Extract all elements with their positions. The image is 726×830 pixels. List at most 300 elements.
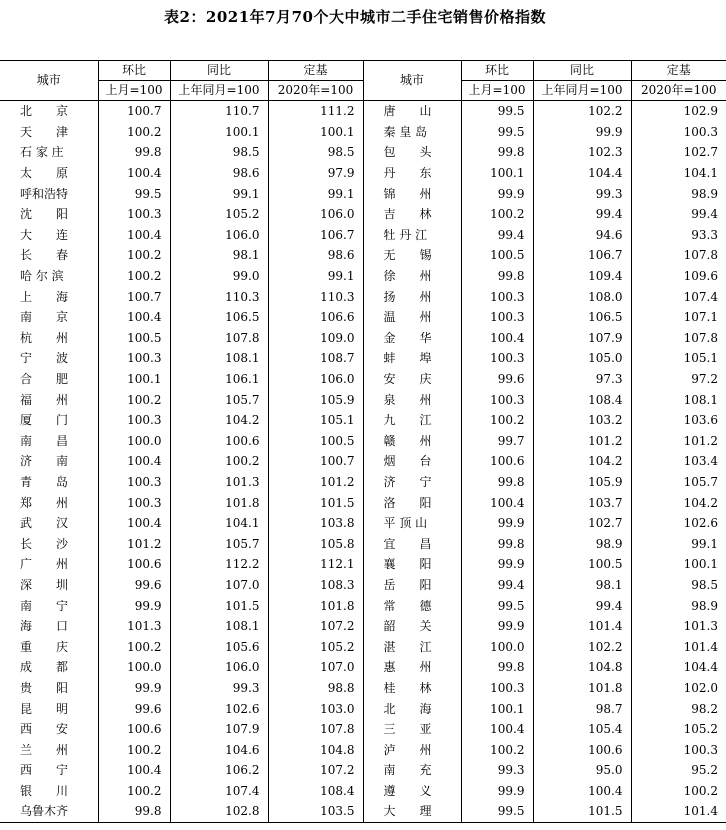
mom-value: 99.5 <box>461 122 533 143</box>
city-name: 吉 林 <box>363 204 461 225</box>
mom-value: 99.6 <box>98 698 170 719</box>
fixed-value: 108.3 <box>268 575 363 596</box>
fixed-value: 107.1 <box>631 307 726 328</box>
fixed-value: 107.8 <box>268 719 363 740</box>
city-name: 昆 明 <box>20 701 69 716</box>
fixed-value: 100.3 <box>631 122 726 143</box>
yoy-value: 104.6 <box>170 739 268 760</box>
yoy-value: 102.7 <box>533 513 631 534</box>
mom-value: 101.2 <box>98 533 170 554</box>
yoy-value: 98.9 <box>533 533 631 554</box>
mom-value: 100.4 <box>98 307 170 328</box>
yoy-value: 99.4 <box>533 204 631 225</box>
yoy-value: 103.2 <box>533 410 631 431</box>
city-name: 秦 皇 岛 <box>363 122 461 143</box>
city-name: 惠 州 <box>363 657 461 678</box>
fixed-value: 93.3 <box>631 225 726 246</box>
yoy-value: 108.0 <box>533 286 631 307</box>
yoy-value: 99.1 <box>170 183 268 204</box>
mom-value: 100.2 <box>98 781 170 802</box>
mom-value: 99.8 <box>461 142 533 163</box>
city-name: 长 沙 <box>20 536 69 551</box>
mom-value: 99.7 <box>461 431 533 452</box>
fixed-value: 106.0 <box>268 204 363 225</box>
table-row <box>0 781 726 802</box>
yoy-value: 99.3 <box>533 183 631 204</box>
city-name: 福 州 <box>20 392 69 407</box>
table-row <box>0 245 726 266</box>
city-name: 襄 阳 <box>363 554 461 575</box>
city-name: 赣 州 <box>363 431 461 452</box>
city-name: 湛 江 <box>363 636 461 657</box>
mom-value: 99.8 <box>98 801 170 822</box>
city-name: 金 华 <box>363 328 461 349</box>
yoy-value: 104.2 <box>533 451 631 472</box>
fixed-value: 100.1 <box>631 554 726 575</box>
fixed-value: 99.4 <box>631 204 726 225</box>
mom-value: 100.4 <box>98 451 170 472</box>
table-row <box>0 719 726 740</box>
fixed-value: 105.1 <box>268 410 363 431</box>
fixed-value: 104.2 <box>631 492 726 513</box>
table-row <box>0 307 726 328</box>
fixed-value: 105.9 <box>268 389 363 410</box>
mom-value: 100.2 <box>98 245 170 266</box>
mom-value: 99.5 <box>461 801 533 822</box>
yoy-value: 105.4 <box>533 719 631 740</box>
table-row <box>0 266 726 287</box>
city-name: 厦 门 <box>20 413 69 428</box>
city-name: 杭 州 <box>20 330 69 345</box>
city-name: 济 南 <box>20 454 69 469</box>
table-row <box>0 389 726 410</box>
header-fixed-right: 定基 <box>631 61 726 81</box>
fixed-value: 103.8 <box>268 513 363 534</box>
mom-value: 100.3 <box>98 492 170 513</box>
fixed-value: 98.6 <box>268 245 363 266</box>
city-name: 银 川 <box>20 783 69 798</box>
city-name: 扬 州 <box>363 286 461 307</box>
mom-value: 100.2 <box>98 636 170 657</box>
city-name: 泉 州 <box>363 389 461 410</box>
yoy-value: 104.1 <box>170 513 268 534</box>
mom-value: 100.6 <box>98 719 170 740</box>
city-name: 唐 山 <box>363 101 461 122</box>
fixed-value: 105.7 <box>631 472 726 493</box>
yoy-value: 106.0 <box>170 657 268 678</box>
fixed-value: 109.6 <box>631 266 726 287</box>
yoy-value: 101.8 <box>533 678 631 699</box>
city-name: 蚌 埠 <box>363 348 461 369</box>
city-name: 贵 阳 <box>20 680 69 695</box>
table-row <box>0 142 726 163</box>
fixed-value: 100.2 <box>631 781 726 802</box>
header-yoy-base-left: 上年同月=100 <box>170 81 268 101</box>
header-fixed-base-left: 2020年=100 <box>268 81 363 101</box>
fixed-value: 101.2 <box>268 472 363 493</box>
mom-value: 100.2 <box>461 410 533 431</box>
mom-value: 99.8 <box>461 472 533 493</box>
city-name: 岳 阳 <box>363 575 461 596</box>
yoy-value: 104.4 <box>533 163 631 184</box>
fixed-value: 103.6 <box>631 410 726 431</box>
mom-value: 100.3 <box>461 286 533 307</box>
fixed-value: 107.4 <box>631 286 726 307</box>
mom-value: 99.8 <box>461 266 533 287</box>
city-name: 海 口 <box>20 619 69 634</box>
city-name: 青 岛 <box>20 474 69 489</box>
yoy-value: 107.8 <box>170 328 268 349</box>
table-row <box>0 760 726 781</box>
city-name: 太 原 <box>20 166 69 181</box>
fixed-value: 105.1 <box>631 348 726 369</box>
table-row <box>0 122 726 143</box>
city-name: 安 庆 <box>363 369 461 390</box>
fixed-value: 99.1 <box>631 533 726 554</box>
mom-value: 100.6 <box>98 554 170 575</box>
fixed-value: 104.8 <box>268 739 363 760</box>
fixed-value: 103.5 <box>268 801 363 822</box>
fixed-value: 103.0 <box>268 698 363 719</box>
fixed-value: 100.1 <box>268 122 363 143</box>
mom-value: 100.4 <box>461 328 533 349</box>
table-row <box>0 698 726 719</box>
mom-value: 99.9 <box>461 554 533 575</box>
header-city-left: 城市 <box>0 61 98 101</box>
fixed-value: 105.8 <box>268 533 363 554</box>
yoy-value: 100.4 <box>533 781 631 802</box>
yoy-value: 100.2 <box>170 451 268 472</box>
table-row <box>0 225 726 246</box>
yoy-value: 104.2 <box>170 410 268 431</box>
fixed-value: 98.9 <box>631 183 726 204</box>
city-name: 西 宁 <box>20 763 69 778</box>
table-row <box>0 513 726 534</box>
mom-value: 100.3 <box>461 389 533 410</box>
city-name: 深 圳 <box>20 577 69 592</box>
yoy-value: 105.2 <box>170 204 268 225</box>
fixed-value: 98.5 <box>268 142 363 163</box>
yoy-value: 100.5 <box>533 554 631 575</box>
city-name: 温 州 <box>363 307 461 328</box>
mom-value: 100.3 <box>98 348 170 369</box>
mom-value: 99.5 <box>98 183 170 204</box>
fixed-value: 107.2 <box>268 760 363 781</box>
mom-value: 100.5 <box>461 245 533 266</box>
yoy-value: 94.6 <box>533 225 631 246</box>
yoy-value: 98.1 <box>170 245 268 266</box>
city-name: 泸 州 <box>363 739 461 760</box>
mom-value: 99.6 <box>461 369 533 390</box>
table-row <box>0 801 726 822</box>
city-name: 呼和浩特 <box>20 186 69 201</box>
yoy-value: 101.8 <box>170 492 268 513</box>
city-name: 锦 州 <box>363 183 461 204</box>
mom-value: 100.3 <box>461 348 533 369</box>
mom-value: 100.3 <box>461 307 533 328</box>
fixed-value: 106.6 <box>268 307 363 328</box>
city-name: 大 理 <box>363 801 461 822</box>
mom-value: 100.3 <box>98 204 170 225</box>
city-name: 北 海 <box>363 698 461 719</box>
city-name: 北 京 <box>20 104 69 119</box>
header-fixed-left: 定基 <box>268 61 363 81</box>
fixed-value: 102.6 <box>631 513 726 534</box>
header-mom-left: 环比 <box>98 61 170 81</box>
city-name: 郑 州 <box>20 495 69 510</box>
table-row <box>0 595 726 616</box>
city-name: 兰 州 <box>20 742 69 757</box>
header-mom-right: 环比 <box>461 61 533 81</box>
mom-value: 99.9 <box>98 595 170 616</box>
yoy-value: 108.1 <box>170 616 268 637</box>
yoy-value: 98.1 <box>533 575 631 596</box>
mom-value: 99.9 <box>461 183 533 204</box>
table-row <box>0 554 726 575</box>
mom-value: 100.4 <box>98 760 170 781</box>
mom-value: 99.9 <box>461 781 533 802</box>
mom-value: 100.7 <box>98 101 170 122</box>
mom-value: 100.4 <box>98 513 170 534</box>
yoy-value: 101.5 <box>533 801 631 822</box>
fixed-value: 105.2 <box>268 636 363 657</box>
city-name: 九 江 <box>363 410 461 431</box>
city-name: 成 都 <box>20 660 69 675</box>
city-name: 合 肥 <box>20 372 69 387</box>
yoy-value: 101.4 <box>533 616 631 637</box>
fixed-value: 99.1 <box>268 266 363 287</box>
table-row <box>0 431 726 452</box>
fixed-value: 100.5 <box>268 431 363 452</box>
yoy-value: 106.2 <box>170 760 268 781</box>
header-city-right: 城市 <box>363 61 461 101</box>
fixed-value: 106.0 <box>268 369 363 390</box>
fixed-value: 99.1 <box>268 183 363 204</box>
fixed-value: 106.7 <box>268 225 363 246</box>
fixed-value: 100.3 <box>631 739 726 760</box>
yoy-value: 109.4 <box>533 266 631 287</box>
yoy-value: 100.1 <box>170 122 268 143</box>
mom-value: 99.4 <box>461 575 533 596</box>
table-row <box>0 163 726 184</box>
city-name: 徐 州 <box>363 266 461 287</box>
fixed-value: 98.8 <box>268 678 363 699</box>
mom-value: 100.2 <box>98 389 170 410</box>
mom-value: 99.4 <box>461 225 533 246</box>
mom-value: 100.1 <box>461 698 533 719</box>
fixed-value: 103.4 <box>631 451 726 472</box>
fixed-value: 104.1 <box>631 163 726 184</box>
fixed-value: 108.4 <box>268 781 363 802</box>
fixed-value: 107.8 <box>631 245 726 266</box>
mom-value: 100.0 <box>98 657 170 678</box>
city-name: 大 连 <box>20 227 69 242</box>
table-row <box>0 204 726 225</box>
mom-value: 99.6 <box>98 575 170 596</box>
table-row <box>0 472 726 493</box>
table-row <box>0 636 726 657</box>
mom-value: 99.3 <box>461 760 533 781</box>
city-name: 济 宁 <box>363 472 461 493</box>
fixed-value: 101.4 <box>631 801 726 822</box>
table-row <box>0 678 726 699</box>
yoy-value: 105.6 <box>170 636 268 657</box>
yoy-value: 98.6 <box>170 163 268 184</box>
table-row <box>0 616 726 637</box>
fixed-value: 95.2 <box>631 760 726 781</box>
fixed-value: 97.9 <box>268 163 363 184</box>
city-name: 韶 关 <box>363 616 461 637</box>
yoy-value: 102.8 <box>170 801 268 822</box>
city-name: 遵 义 <box>363 781 461 802</box>
mom-value: 100.1 <box>98 369 170 390</box>
mom-value: 99.9 <box>461 616 533 637</box>
fixed-value: 109.0 <box>268 328 363 349</box>
city-name: 烟 台 <box>363 451 461 472</box>
fixed-value: 100.7 <box>268 451 363 472</box>
city-name: 三 亚 <box>363 719 461 740</box>
header-yoy-base-right: 上年同月=100 <box>533 81 631 101</box>
table-row <box>0 575 726 596</box>
fixed-value: 107.2 <box>268 616 363 637</box>
fixed-value: 110.3 <box>268 286 363 307</box>
city-name: 丹 东 <box>363 163 461 184</box>
yoy-value: 106.7 <box>533 245 631 266</box>
fixed-value: 101.5 <box>268 492 363 513</box>
fixed-value: 105.2 <box>631 719 726 740</box>
fixed-value: 97.2 <box>631 369 726 390</box>
yoy-value: 106.1 <box>170 369 268 390</box>
mom-value: 101.3 <box>98 616 170 637</box>
yoy-value: 100.6 <box>533 739 631 760</box>
mom-value: 99.8 <box>98 142 170 163</box>
city-name: 南 昌 <box>20 433 69 448</box>
table-row <box>0 657 726 678</box>
mom-value: 100.4 <box>461 719 533 740</box>
mom-value: 100.0 <box>98 431 170 452</box>
yoy-value: 107.9 <box>533 328 631 349</box>
mom-value: 100.2 <box>461 204 533 225</box>
yoy-value: 98.5 <box>170 142 268 163</box>
mom-value: 100.3 <box>461 678 533 699</box>
fixed-value: 101.4 <box>631 636 726 657</box>
yoy-value: 108.4 <box>533 389 631 410</box>
city-name: 宜 昌 <box>363 533 461 554</box>
city-name: 沈 阳 <box>20 207 69 222</box>
yoy-value: 102.2 <box>533 101 631 122</box>
fixed-value: 101.2 <box>631 431 726 452</box>
yoy-value: 107.0 <box>170 575 268 596</box>
mom-value: 100.2 <box>98 266 170 287</box>
yoy-value: 105.9 <box>533 472 631 493</box>
city-name: 桂 林 <box>363 678 461 699</box>
yoy-value: 99.0 <box>170 266 268 287</box>
table-row <box>0 348 726 369</box>
yoy-value: 101.5 <box>170 595 268 616</box>
mom-value: 100.7 <box>98 286 170 307</box>
table-row <box>0 328 726 349</box>
yoy-value: 105.7 <box>170 533 268 554</box>
mom-value: 99.9 <box>461 513 533 534</box>
fixed-value: 107.0 <box>268 657 363 678</box>
city-name: 常 德 <box>363 595 461 616</box>
mom-value: 99.8 <box>461 533 533 554</box>
city-name: 广 州 <box>20 557 69 572</box>
mom-value: 100.4 <box>98 163 170 184</box>
yoy-value: 105.7 <box>170 389 268 410</box>
yoy-value: 104.8 <box>533 657 631 678</box>
mom-value: 100.6 <box>461 451 533 472</box>
city-name: 重 庆 <box>20 639 69 654</box>
yoy-value: 98.7 <box>533 698 631 719</box>
fixed-value: 102.7 <box>631 142 726 163</box>
table-row <box>0 739 726 760</box>
yoy-value: 106.5 <box>170 307 268 328</box>
city-name: 宁 波 <box>20 351 69 366</box>
yoy-value: 106.5 <box>533 307 631 328</box>
fixed-value: 102.9 <box>631 101 726 122</box>
city-name: 洛 阳 <box>363 492 461 513</box>
page-title: 表2：2021年7月70个大中城市二手住宅销售价格指数 <box>164 8 546 26</box>
yoy-value: 97.3 <box>533 369 631 390</box>
mom-value: 99.5 <box>461 101 533 122</box>
header-yoy-left: 同比 <box>170 61 268 81</box>
table-row <box>0 369 726 390</box>
fixed-value: 108.7 <box>268 348 363 369</box>
mom-value: 100.2 <box>98 122 170 143</box>
yoy-value: 102.6 <box>170 698 268 719</box>
city-name: 天 津 <box>20 124 69 139</box>
yoy-value: 107.4 <box>170 781 268 802</box>
mom-value: 99.8 <box>461 657 533 678</box>
fixed-value: 101.8 <box>268 595 363 616</box>
mom-value: 100.2 <box>98 739 170 760</box>
city-name: 南 充 <box>363 760 461 781</box>
city-name: 牡 丹 江 <box>363 225 461 246</box>
fixed-value: 108.1 <box>631 389 726 410</box>
fixed-value: 104.4 <box>631 657 726 678</box>
table-row <box>0 410 726 431</box>
city-name: 石 家 庄 <box>20 145 64 160</box>
header-mom-base-right: 上月=100 <box>461 81 533 101</box>
yoy-value: 106.0 <box>170 225 268 246</box>
mom-value: 100.2 <box>461 739 533 760</box>
mom-value: 100.5 <box>98 328 170 349</box>
table-row <box>0 451 726 472</box>
table-row <box>0 101 726 122</box>
fixed-value: 111.2 <box>268 101 363 122</box>
city-name: 长 春 <box>20 248 69 263</box>
header-mom-base-left: 上月=100 <box>98 81 170 101</box>
header-yoy-right: 同比 <box>533 61 631 81</box>
mom-value: 100.4 <box>98 225 170 246</box>
fixed-value: 101.3 <box>631 616 726 637</box>
city-name: 南 宁 <box>20 598 69 613</box>
fixed-value: 112.1 <box>268 554 363 575</box>
city-name: 上 海 <box>20 289 69 304</box>
yoy-value: 105.0 <box>533 348 631 369</box>
yoy-value: 102.3 <box>533 142 631 163</box>
yoy-value: 112.2 <box>170 554 268 575</box>
yoy-value: 110.7 <box>170 101 268 122</box>
mom-value: 100.4 <box>461 492 533 513</box>
yoy-value: 107.9 <box>170 719 268 740</box>
yoy-value: 95.0 <box>533 760 631 781</box>
fixed-value: 98.2 <box>631 698 726 719</box>
mom-value: 100.1 <box>461 163 533 184</box>
yoy-value: 101.2 <box>533 431 631 452</box>
city-name: 武 汉 <box>20 516 69 531</box>
